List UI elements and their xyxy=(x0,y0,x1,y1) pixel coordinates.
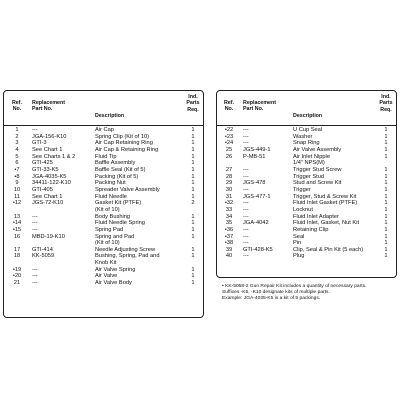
part-no-cell: GTI-405 xyxy=(32,186,53,193)
part-no-cell: --- xyxy=(243,173,249,180)
ref-cell: •8 xyxy=(14,173,20,180)
description-cell: Fluid Inlet, Gasket, Nut Kit xyxy=(293,220,360,227)
table-row xyxy=(4,180,203,187)
table-row xyxy=(4,187,203,194)
description-cell: Bushing, Spring, Pad and xyxy=(95,253,160,260)
part-no-cell: --- xyxy=(32,213,38,220)
description-cell: Pin xyxy=(293,240,302,247)
part-no-cell: --- xyxy=(243,253,249,260)
table-row xyxy=(217,134,396,141)
table-row xyxy=(4,253,203,260)
header-parts-req: Ind. Parts Req. xyxy=(186,94,200,113)
qty-cell: 1 xyxy=(384,140,388,147)
part-no-cell: --- xyxy=(243,140,249,147)
part-no-cell: JGS-478 xyxy=(243,180,266,187)
ref-cell: 34 xyxy=(225,213,233,220)
qty-cell: 1 xyxy=(384,186,388,193)
description-cell: Trigger, Stud & Screw Kit xyxy=(293,193,357,200)
table-body xyxy=(4,127,203,287)
description-cell: Baffle Assembly xyxy=(95,160,136,167)
ref-cell: •14 xyxy=(12,220,22,227)
description-cell: Spring Pad xyxy=(95,226,124,233)
qty-cell: 1 xyxy=(384,173,388,180)
ref-cell: 17 xyxy=(13,246,21,253)
part-no-cell: --- xyxy=(243,206,249,213)
description-cell: Fluid Tip xyxy=(95,153,117,160)
part-no-cell: 34411-122-K10 xyxy=(32,180,71,187)
qty-cell: 1 xyxy=(191,153,195,160)
table-row xyxy=(217,214,396,221)
table-row xyxy=(217,234,396,241)
table-row xyxy=(217,220,396,227)
description-cell: (Kit of 10) xyxy=(95,240,120,247)
ref-cell: •12 xyxy=(12,200,22,207)
description-cell: Air Cap & Retaining Ring xyxy=(95,146,159,153)
table-row xyxy=(217,140,396,147)
table-row xyxy=(4,140,203,147)
table-row xyxy=(217,227,396,234)
table-row xyxy=(217,200,396,207)
table-row xyxy=(217,253,396,260)
table-row xyxy=(4,127,203,134)
part-no-cell: GTI-3 xyxy=(32,140,47,147)
table-row xyxy=(4,247,203,254)
table-row xyxy=(4,207,203,214)
ref-cell: 31 xyxy=(225,193,233,200)
part-no-cell: See Chart 1 xyxy=(32,146,63,153)
table-row xyxy=(217,207,396,214)
part-no-cell: P-MB-51 xyxy=(243,153,266,160)
header-ref-no: Ref. No. xyxy=(11,100,22,113)
header-parts-req: Ind. Parts Req. xyxy=(379,94,393,113)
part-no-cell: --- xyxy=(32,226,38,233)
part-no-cell: MBD-19-K10 xyxy=(32,233,65,240)
ref-cell: •38 xyxy=(224,240,234,247)
footnote-line: Example: JGA-4035-K5 is a kit of 5 packings. xyxy=(222,296,321,301)
qty-cell: 1 xyxy=(191,193,195,200)
table-row xyxy=(4,280,203,287)
description-cell: Packing Nut xyxy=(95,180,126,187)
part-no-cell: --- xyxy=(32,127,38,133)
qty-cell: 1 xyxy=(384,240,388,247)
qty-cell: 1 xyxy=(384,233,388,240)
qty-cell: 1 xyxy=(384,213,388,220)
qty-cell: 1 xyxy=(384,246,388,253)
table-row xyxy=(217,154,396,161)
header-part-no: Replacement Part No. xyxy=(243,100,276,113)
table-row xyxy=(217,167,396,174)
part-no-cell: JGS-477-1 xyxy=(243,193,271,200)
qty-cell: 1 xyxy=(191,253,195,260)
qty-cell: 1 xyxy=(384,146,388,153)
qty-cell: 1 xyxy=(191,140,195,147)
table-row xyxy=(217,174,396,181)
part-no-cell: GTI-33-K5 xyxy=(32,166,59,173)
description-cell: Trigger Stud Screw xyxy=(293,166,342,173)
ref-cell: 6 xyxy=(15,160,19,167)
description-cell: Spring Clip (Kit of 10) xyxy=(95,133,150,140)
ref-cell: 28 xyxy=(225,173,233,180)
qty-cell: 1 xyxy=(384,253,388,260)
part-no-cell: GTI-425 xyxy=(32,160,53,167)
ref-cell: 9 xyxy=(15,180,19,187)
header-ref-no: Ref. No. xyxy=(223,100,234,113)
ref-cell: 13 xyxy=(13,213,21,220)
qty-cell: 1 xyxy=(191,226,195,233)
footnote-line: • KK-5058-2 Gun Repair Kit includes a quantity of necessary parts. xyxy=(222,284,367,289)
ref-cell: 10 xyxy=(13,186,21,193)
description-cell: Fluid Needle xyxy=(95,193,127,200)
part-no-cell: --- xyxy=(243,226,249,233)
ref-cell: 26 xyxy=(225,153,233,160)
part-no-cell: --- xyxy=(243,127,249,133)
description-cell: Washer xyxy=(293,133,313,140)
table-row xyxy=(4,267,203,274)
ref-cell: •22 xyxy=(224,127,234,133)
table-header xyxy=(217,91,396,126)
ref-cell: 29 xyxy=(225,180,233,187)
ref-cell: 39 xyxy=(225,246,233,253)
ref-cell: •20 xyxy=(12,273,22,280)
table-row xyxy=(217,194,396,201)
qty-cell: 1 xyxy=(384,180,388,187)
table-row xyxy=(217,180,396,187)
qty-cell: 1 xyxy=(191,213,195,220)
part-no-cell: JGA-4042 xyxy=(243,220,269,227)
ref-cell: 35 xyxy=(225,220,233,227)
ref-cell: 1 xyxy=(15,127,19,133)
part-no-cell: --- xyxy=(32,220,38,227)
part-no-cell: See Charts 1 & 2 xyxy=(32,153,76,160)
qty-cell: 1 xyxy=(384,153,388,160)
ref-cell: 40 xyxy=(225,253,233,260)
ref-cell: 4 xyxy=(15,146,19,153)
table-row xyxy=(4,240,203,247)
description-cell: Knob Kit xyxy=(95,260,117,267)
footnote-line: Suffixes -K5, -K10 designate kits of multiple parts. xyxy=(222,290,330,295)
qty-cell: 1 xyxy=(191,146,195,153)
table-header xyxy=(4,91,203,126)
qty-cell: 1 xyxy=(191,127,195,133)
table-row xyxy=(4,194,203,201)
table-row xyxy=(4,260,203,267)
description-cell: Needle Adjusting Screw xyxy=(95,246,156,253)
part-no-cell: --- xyxy=(32,273,38,280)
description-cell: Air Cap Retaining Ring xyxy=(95,140,153,147)
qty-cell: 1 xyxy=(191,173,195,180)
description-cell: Body Bushing xyxy=(95,213,131,220)
part-no-cell: --- xyxy=(243,233,249,240)
header-part-no: Replacement Part No. xyxy=(32,100,65,113)
qty-cell: 1 xyxy=(384,166,388,173)
ref-cell: •24 xyxy=(224,140,234,147)
ref-cell: •32 xyxy=(224,200,234,207)
description-cell: Fluid Inlet Gasket (PTFE) xyxy=(293,200,358,207)
table-row xyxy=(217,240,396,247)
qty-cell: 1 xyxy=(191,246,195,253)
part-no-cell: --- xyxy=(243,240,249,247)
table-row xyxy=(217,127,396,134)
table-row xyxy=(4,160,203,167)
description-cell: U Cup Seal xyxy=(293,127,323,133)
qty-cell: 1 xyxy=(191,186,195,193)
parts-table-right xyxy=(216,90,397,278)
description-cell: Clip, Seal & Pin Kit (5 each) xyxy=(293,246,364,253)
qty-cell: 1 xyxy=(384,127,388,133)
table-row xyxy=(4,200,203,207)
ref-cell: 30 xyxy=(225,186,233,193)
parts-table-left xyxy=(3,90,204,318)
table-row xyxy=(4,174,203,181)
description-cell: Packing (Kit of 5) xyxy=(95,173,139,180)
qty-cell: 1 xyxy=(191,220,195,227)
part-no-cell: See Chart 1 xyxy=(32,193,63,200)
qty-cell: 1 xyxy=(191,133,195,140)
description-cell: Spring and Pad xyxy=(95,233,135,240)
part-no-cell: JGA-156-K10 xyxy=(32,133,67,140)
table-row xyxy=(4,273,203,280)
description-cell: Snap Ring xyxy=(293,140,320,147)
qty-cell: 1 xyxy=(191,273,195,280)
description-cell: Air Valve Spring xyxy=(95,266,136,273)
header-description: Description xyxy=(293,113,323,119)
qty-cell: 1 xyxy=(191,233,195,240)
table-row xyxy=(217,160,396,167)
description-cell: Retaining Clip xyxy=(293,226,329,233)
ref-cell: •37 xyxy=(224,233,234,240)
description-cell: Gasket Kit (PTFE) xyxy=(95,200,142,207)
ref-cell: 27 xyxy=(225,166,233,173)
qty-cell: 1 xyxy=(191,280,195,287)
description-cell: Air Valve Body xyxy=(95,280,132,287)
qty-cell: 1 xyxy=(384,133,388,140)
ref-cell: •19 xyxy=(12,266,22,273)
ref-cell: •23 xyxy=(224,133,234,140)
part-no-cell: --- xyxy=(243,186,249,193)
table-row xyxy=(4,234,203,241)
ref-cell: 21 xyxy=(13,280,21,287)
table-row xyxy=(4,220,203,227)
description-cell: Air Cap xyxy=(95,127,114,133)
description-cell: Air Valve xyxy=(95,273,118,280)
part-no-cell: --- xyxy=(243,200,249,207)
table-body xyxy=(217,127,396,260)
qty-cell: 1 xyxy=(384,226,388,233)
table-row xyxy=(4,154,203,161)
part-no-cell: JGS-72-K10 xyxy=(32,200,64,207)
ref-cell: 25 xyxy=(225,146,233,153)
qty-cell: 1 xyxy=(191,166,195,173)
description-cell: Fluid Needle Spring xyxy=(95,220,145,227)
part-no-cell: GTI-414 xyxy=(32,246,53,253)
qty-cell: 1 xyxy=(384,200,388,207)
part-no-cell: --- xyxy=(32,280,38,287)
ref-cell: •36 xyxy=(224,226,234,233)
part-no-cell: JGS-449-1 xyxy=(243,146,271,153)
ref-cell: 33 xyxy=(225,206,233,213)
part-no-cell: --- xyxy=(32,266,38,273)
description-cell: (Kit of 10) xyxy=(95,206,120,213)
description-cell: Baffle Seal (Kit of 5) xyxy=(95,166,146,173)
description-cell: Spreader Valve Assembly xyxy=(95,186,160,193)
description-cell: Plug xyxy=(293,253,305,260)
part-no-cell: --- xyxy=(243,133,249,140)
description-cell: Seal xyxy=(293,233,305,240)
ref-cell: 16 xyxy=(13,233,21,240)
header-description: Description xyxy=(95,113,125,119)
table-row xyxy=(217,187,396,194)
qty-cell: 2 xyxy=(191,200,195,207)
description-cell: Fluid Inlet Adapter xyxy=(293,213,339,220)
footnotes xyxy=(222,284,397,302)
qty-cell: 1 xyxy=(384,206,388,213)
part-no-cell: --- xyxy=(243,213,249,220)
qty-cell: 1 xyxy=(191,160,195,167)
ref-cell: 5 xyxy=(15,153,19,160)
description-cell: Air Inlet Nipple xyxy=(293,153,330,160)
table-row xyxy=(217,247,396,254)
part-no-cell: GTI-428-K5 xyxy=(243,246,273,253)
table-row xyxy=(4,227,203,234)
ref-cell: 11 xyxy=(14,193,20,200)
ref-cell: 2 xyxy=(15,133,19,140)
table-row xyxy=(4,214,203,221)
qty-cell: 1 xyxy=(384,193,388,200)
ref-cell: 18 xyxy=(13,253,21,260)
description-cell: Locknut xyxy=(293,206,313,213)
ref-cell: 3 xyxy=(15,140,19,147)
description-cell: 1/4" NPS(M) xyxy=(293,160,325,167)
table-row xyxy=(4,147,203,154)
table-row xyxy=(4,167,203,174)
description-cell: Trigger Stud xyxy=(293,173,325,180)
description-cell: Stud and Screw Kit xyxy=(293,180,342,187)
qty-cell: 1 xyxy=(191,266,195,273)
ref-cell: •15 xyxy=(12,226,22,233)
table-row xyxy=(4,134,203,141)
ref-cell: •7 xyxy=(14,166,20,173)
part-no-cell: JGA-4035-K5 xyxy=(32,173,67,180)
description-cell: Trigger xyxy=(293,186,311,193)
description-cell: Air Valve Assembly xyxy=(293,146,342,153)
qty-cell: 1 xyxy=(191,180,195,187)
table-row xyxy=(217,147,396,154)
part-no-cell: KK-5059 xyxy=(32,253,55,260)
part-no-cell: --- xyxy=(243,166,249,173)
qty-cell: 1 xyxy=(384,220,388,227)
